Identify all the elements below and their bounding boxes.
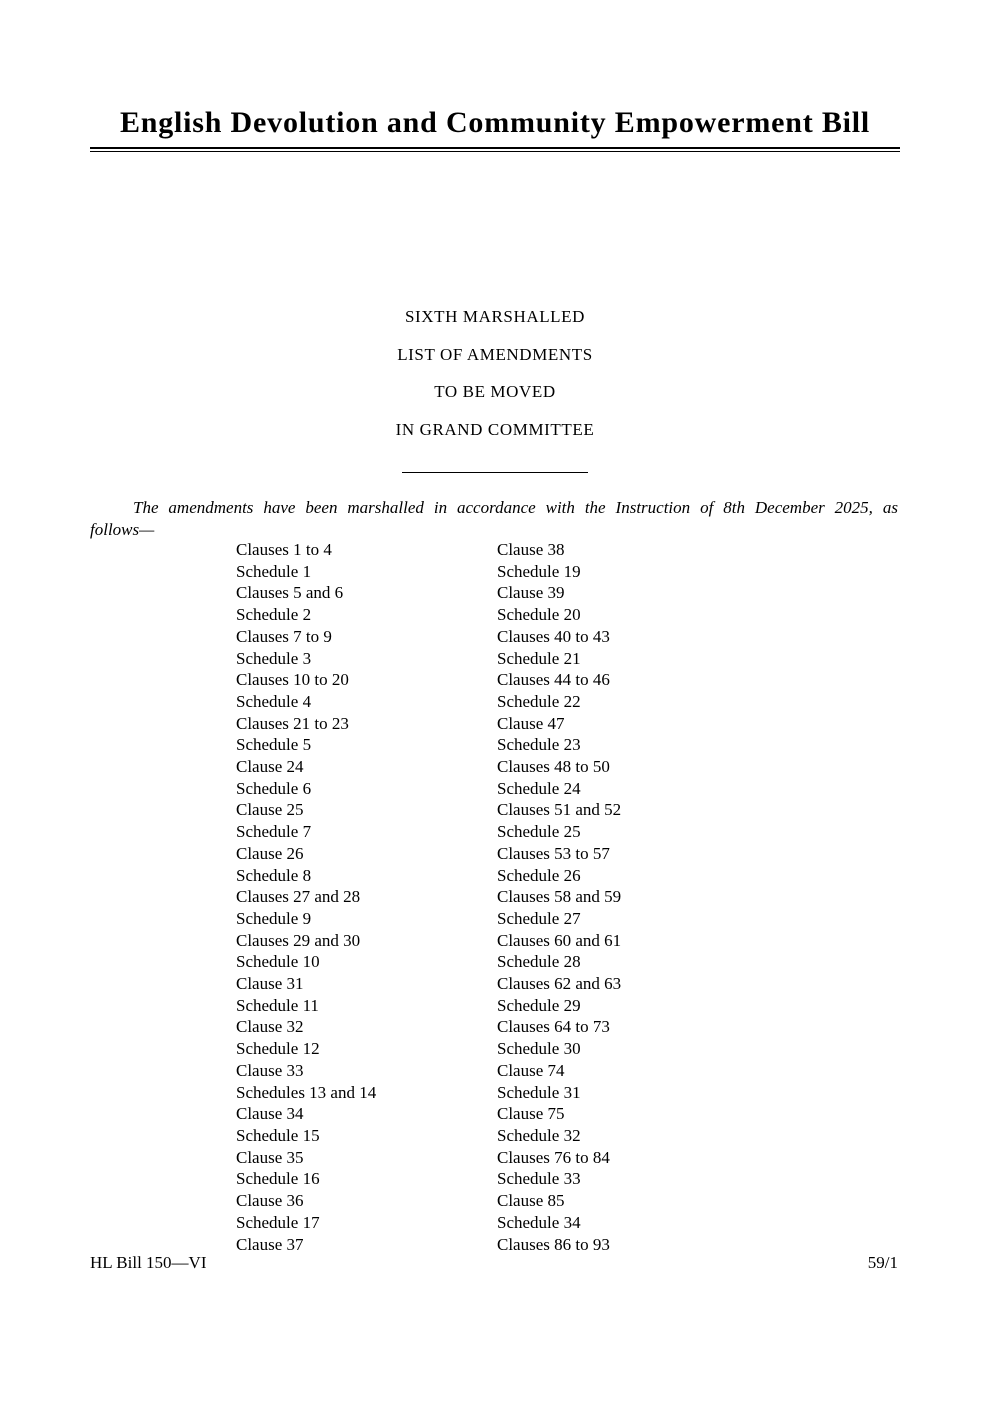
marshalling-list-item: Clauses 51 and 52 [497, 800, 622, 820]
marshalling-list-item: Clauses 29 and 30 [236, 930, 361, 950]
marshalling-list-item: Clause 36 [236, 1191, 304, 1211]
marshalling-list-item: Schedule 7 [236, 822, 312, 842]
bill-title: English Devolution and Community Empowerment Bill [119, 106, 871, 139]
marshalling-list-item: Clauses 60 and 61 [497, 930, 622, 950]
marshalling-list-item: Clauses 10 to 20 [236, 670, 349, 690]
marshalling-list-item: Clause 32 [236, 1017, 304, 1037]
marshalling-list-item: Schedule 15 [236, 1125, 320, 1145]
marshalling-list-item: Clause 35 [236, 1147, 304, 1167]
heading-to-be-moved: TO BE MOVED [434, 382, 556, 401]
marshalling-list-item: Schedule 10 [236, 952, 320, 972]
marshalling-list-item: Clauses 76 to 84 [497, 1147, 610, 1167]
marshalling-list-item: Clause 33 [236, 1060, 304, 1080]
marshalling-list-item: Clause 39 [497, 583, 565, 603]
marshalling-list-item: Clauses 58 and 59 [497, 887, 622, 907]
marshalling-list-item: Clauses 48 to 50 [497, 757, 610, 777]
marshalling-list-item: Schedule 2 [236, 605, 312, 625]
marshalling-list-item: Schedule 25 [497, 822, 581, 842]
marshalling-list-item: Clauses 53 to 57 [497, 843, 610, 863]
marshalling-list-item: Clause 74 [497, 1060, 565, 1080]
marshalling-list-item: Schedule 8 [236, 865, 312, 885]
bill-number: HL Bill 150—VI [90, 1253, 207, 1272]
marshalling-list-item: Clauses 27 and 28 [236, 887, 361, 907]
marshalling-list-item: Clauses 64 to 73 [497, 1017, 610, 1037]
marshalling-list-item: Clause 25 [236, 800, 304, 820]
marshalling-list-item: Clauses 21 to 23 [236, 713, 349, 733]
heading-in-grand-committee: IN GRAND COMMITTEE [395, 419, 595, 439]
marshalled-headings [90, 298, 900, 448]
marshalling-list-item: Clauses 5 and 6 [236, 583, 344, 603]
marshalling-list-item: Schedule 23 [497, 735, 581, 755]
section-divider-rule [402, 472, 588, 473]
marshalling-list-item: Schedule 27 [497, 908, 581, 928]
marshalling-list-item: Clause 47 [497, 713, 565, 733]
heading-list-of-amendments: LIST OF AMENDMENTS [397, 344, 593, 364]
marshalling-list-item: Schedule 4 [236, 691, 312, 711]
marshalling-list-item: Clause 37 [236, 1234, 304, 1254]
marshalling-list-item: Schedule 9 [236, 908, 312, 928]
marshalling-list-item: Schedule 26 [497, 865, 581, 885]
marshalling-list-item: Schedule 29 [497, 995, 581, 1015]
heading-sixth-marshalled: SIXTH MARSHALLED [404, 307, 586, 326]
marshalling-list-item: Schedule 20 [497, 605, 581, 625]
marshalling-list-item: Clauses 40 to 43 [497, 626, 610, 646]
marshalling-list-item: Clause 31 [236, 974, 304, 994]
marshalling-list-item: Schedule 33 [497, 1169, 581, 1189]
marshalling-list-item: Clause 26 [236, 843, 304, 863]
marshalling-list-item: Schedule 19 [497, 561, 581, 581]
marshalling-list-item: Clauses 7 to 9 [236, 626, 332, 646]
marshalling-list-item: Schedule 31 [497, 1082, 581, 1102]
marshalling-list-item: Schedule 21 [497, 648, 581, 668]
marshalling-list-item: Schedule 17 [236, 1212, 320, 1232]
marshalling-left-column [236, 539, 376, 1255]
marshalling-list-item: Clause 38 [497, 540, 565, 559]
marshalling-list-item: Clause 85 [497, 1191, 565, 1211]
marshalling-list-item: Schedule 6 [236, 778, 312, 798]
marshalling-list-item: Clause 34 [236, 1104, 304, 1124]
instruction-line-1: The amendments have been marshalled in accordance with the Instruction of 8th December 2025, as [133, 498, 898, 517]
page-reference: 59/1 [867, 1253, 898, 1272]
marshalling-list-item: Schedule 11 [236, 995, 319, 1015]
marshalling-list-item: Clauses 44 to 46 [497, 670, 610, 690]
marshalling-list-item: Clauses 62 and 63 [497, 974, 622, 994]
marshalling-list-item: Schedule 32 [497, 1125, 581, 1145]
marshalling-list-item: Schedule 12 [236, 1039, 320, 1059]
marshalling-list-item: Clauses 86 to 93 [497, 1234, 610, 1254]
marshalling-list-item: Schedule 22 [497, 691, 581, 711]
marshalling-list-item: Schedules 13 and 14 [236, 1082, 377, 1102]
marshalling-list-item: Schedule 24 [497, 778, 581, 798]
marshalling-list-item: Schedule 16 [236, 1169, 320, 1189]
marshalling-list-item: Schedule 34 [497, 1212, 581, 1232]
marshalling-list-item: Schedule 1 [236, 561, 312, 581]
marshalling-list-item: Schedule 30 [497, 1039, 581, 1059]
marshalling-list-item: Schedule 28 [497, 952, 581, 972]
marshalling-list-item: Schedule 3 [236, 648, 312, 668]
marshalling-list-item: Clauses 1 to 4 [236, 540, 332, 559]
marshalling-list-item: Schedule 5 [236, 735, 312, 755]
marshalling-list-item: Clause 24 [236, 757, 304, 777]
marshalling-instruction [90, 497, 898, 541]
instruction-line-2: follows— [90, 520, 155, 539]
title-double-rule [90, 147, 900, 152]
marshalling-right-column [497, 539, 621, 1255]
marshalling-list-item: Clause 75 [497, 1104, 565, 1124]
